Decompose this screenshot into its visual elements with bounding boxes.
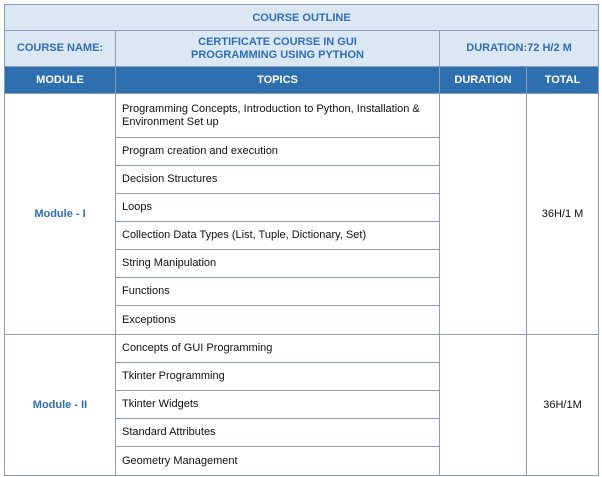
module-total: 36H/1 M [527,94,599,335]
module-topics [116,335,440,476]
module-name: Module - II [5,335,116,476]
topic-item: Tkinter Programming [116,363,439,391]
column-header-row [5,67,599,94]
course-info-row [5,31,599,67]
column-header-topics: TOPICS [116,67,440,94]
topic-item: Program creation and execution [116,138,439,166]
module-duration [440,94,527,335]
module-total: 36H/1M [527,335,599,476]
course-outline-title: COURSE OUTLINE [5,5,599,31]
topic-item: Programming Concepts, Introduction to Python, Installation & Environment Set up [116,94,439,138]
column-header-duration: DURATION [440,67,527,94]
column-header-module: MODULE [5,67,116,94]
topic-item: Loops [116,194,439,222]
topic-item: Geometry Management [122,454,238,467]
module-topics [116,94,440,335]
topic-item: Decision Structures [116,166,439,194]
module-row [5,335,599,476]
course-outline-table [4,4,599,476]
topic-item: Tkinter Widgets [116,391,439,419]
column-header-total: TOTAL [527,67,599,94]
course-duration: DURATION:72 H/2 M [440,31,599,67]
topic-item: Functions [116,278,439,306]
course-name-label: COURSE NAME: [5,31,116,67]
topic-item: Concepts of GUI Programming [116,335,439,363]
module-row [5,94,599,335]
topic-item: Collection Data Types (List, Tuple, Dictionary, Set) [116,222,439,250]
course-name: CERTIFICATE COURSE IN GUI PROGRAMMING USING PYTHON [116,31,440,67]
module-duration [440,335,527,476]
topic-item: String Manipulation [116,250,439,278]
title-row [5,5,599,31]
topic-item: Exceptions [122,313,176,326]
module-name: Module - I [5,94,116,335]
topic-item: Standard Attributes [116,419,439,447]
